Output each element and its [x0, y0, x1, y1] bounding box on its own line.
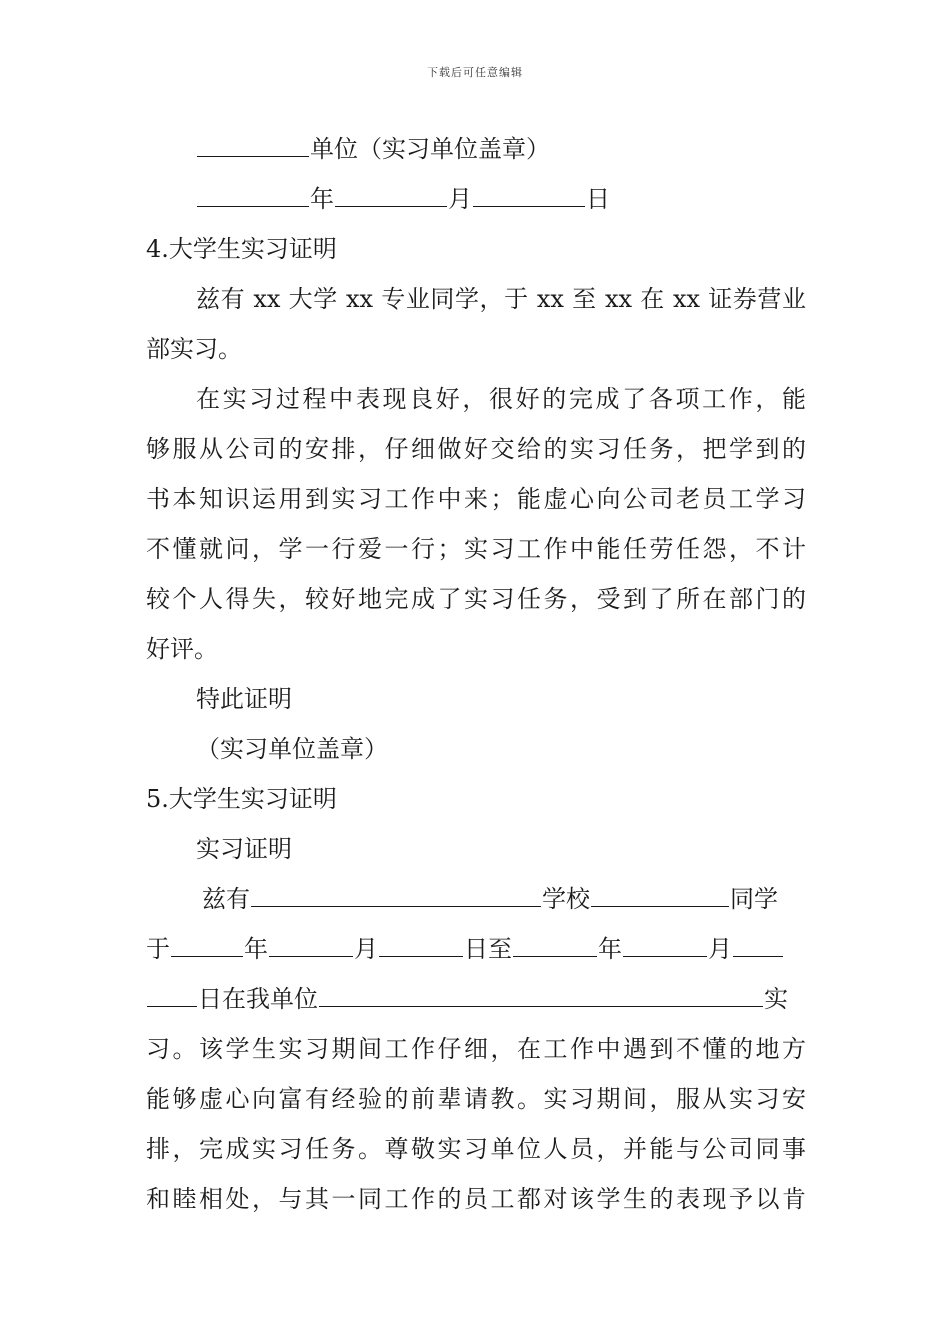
text-segment: 日在我单位	[198, 985, 318, 1013]
paragraph-line: 够服从公司的安排，仔细做好交给的实习任务，把学到的	[146, 435, 806, 463]
paragraph-line: 部实习。	[146, 335, 242, 363]
blank-underline	[147, 984, 197, 1007]
text-segment: 实	[764, 985, 788, 1013]
paragraph-line: 较个人得失，较好地完成了实习任务，受到了所在部门的	[146, 585, 806, 613]
section-heading-5: 5.大学生实习证明	[146, 785, 337, 813]
blank-underline	[197, 134, 309, 157]
blank-underline	[197, 184, 309, 207]
fill-in-line	[146, 874, 806, 924]
fill-in-line	[146, 974, 806, 1024]
text-segment: 年	[598, 935, 622, 963]
seal-note: （实习单位盖章）	[196, 735, 388, 763]
blank-underline	[733, 934, 783, 957]
paragraph-line: 在实习过程中表现良好，很好的完成了各项工作，能	[196, 385, 806, 413]
paragraph-line: 能够虚心向富有经验的前辈请教。实习期间，服从实习安	[146, 1085, 806, 1113]
text-segment: 学校	[542, 885, 590, 913]
blank-underline	[473, 184, 585, 207]
text-segment: 同学	[730, 885, 778, 913]
month-label: 月	[448, 185, 472, 213]
date-line	[146, 174, 806, 224]
section-heading-4: 4.大学生实习证明	[146, 235, 337, 263]
blank-underline	[319, 984, 763, 1007]
text-segment: 年	[244, 935, 268, 963]
blank-underline	[623, 934, 707, 957]
text-segment: 月	[708, 935, 732, 963]
page-header-note: 下载后可任意编辑	[427, 66, 523, 79]
day-label: 日	[586, 185, 610, 213]
blank-underline	[379, 934, 463, 957]
paragraph-line: 好评。	[146, 635, 218, 663]
blank-underline	[251, 884, 541, 907]
text-segment: 兹有	[202, 885, 250, 913]
seal-label: 单位（实习单位盖章）	[310, 135, 550, 163]
paragraph-line: 排，完成实习任务。尊敬实习单位人员，并能与公司同事	[146, 1135, 806, 1163]
paragraph-line: 习。该学生实习期间工作仔细，在工作中遇到不懂的地方	[146, 1035, 806, 1063]
year-label: 年	[310, 185, 334, 213]
paragraph-line: 不懂就问，学一行爱一行；实习工作中能任劳任怨，不计	[146, 535, 806, 563]
blank-underline	[269, 934, 353, 957]
text-segment: 于	[146, 935, 170, 963]
blank-underline	[335, 184, 447, 207]
paragraph-line: 和睦相处，与其一同工作的员工都对该学生的表现予以肯	[146, 1185, 806, 1213]
fill-in-line	[146, 924, 806, 974]
text-segment: 日至	[464, 935, 512, 963]
blank-underline	[513, 934, 597, 957]
seal-line	[146, 124, 806, 174]
blank-underline	[591, 884, 729, 907]
paragraph-line: 书本知识运用到实习工作中来；能虚心向公司老员工学习	[146, 485, 806, 513]
paragraph-line: 兹有 xx 大学 xx 专业同学，于 xx 至 xx 在 xx 证券营业	[196, 285, 806, 313]
text-segment: 月	[354, 935, 378, 963]
certificate-title: 实习证明	[196, 835, 292, 863]
document-body	[146, 124, 806, 1224]
closing-text: 特此证明	[196, 685, 292, 713]
blank-underline	[171, 934, 243, 957]
